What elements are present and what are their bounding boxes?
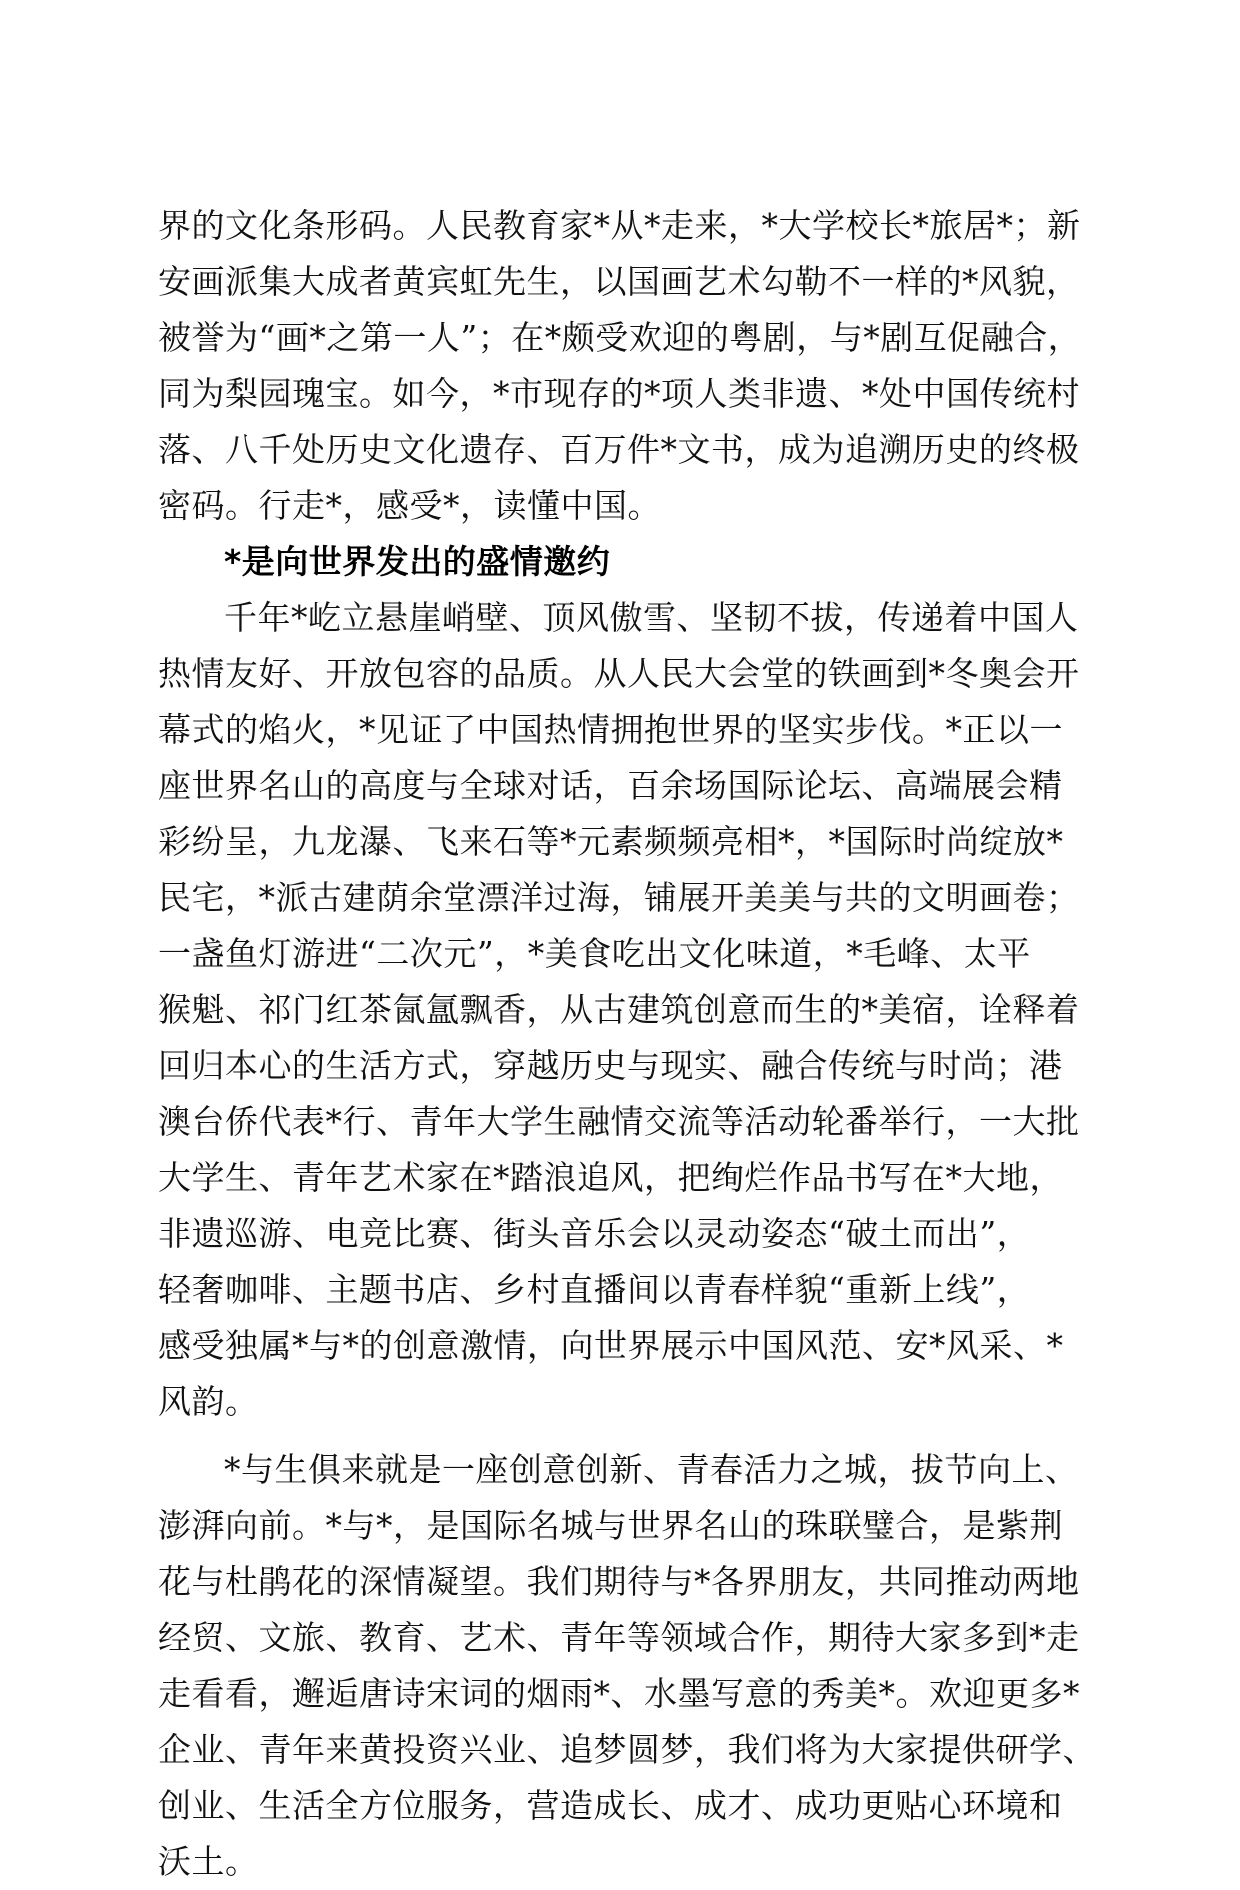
text-line: 幕式的焰火，*见证了中国热情拥抱世界的坚实步伐。*正以一 (158, 710, 1063, 749)
paragraph-2 (158, 590, 1098, 1430)
text-line: 澎湃向前。*与*，是国际名城与世界名山的珠联璧合，是紫荆 (158, 1506, 1063, 1545)
text-line: 澳台侨代表*行、青年大学生融情交流等活动轮番举行，一大批 (158, 1102, 1080, 1141)
text-line: 花与杜鹃花的深情凝望。我们期待与*各界朋友，共同推动两地 (158, 1562, 1080, 1601)
text-line: 非遗巡游、电竞比赛、街头音乐会以灵动姿态“破土而出”， (158, 1214, 1031, 1253)
document-body (158, 198, 1098, 1890)
text-line: 沃土。 (158, 1842, 259, 1881)
paragraph-1 (158, 198, 1098, 534)
text-line: 企业、青年来黄投资兴业、追梦圆梦，我们将为大家提供研学、 (158, 1730, 1096, 1769)
text-line: 被誉为“画*之第一人”；在*颇受欢迎的粤剧，与*剧互促融合， (158, 318, 1082, 357)
text-line: 创业、生活全方位服务，营造成长、成才、成功更贴心环境和 (158, 1786, 1063, 1825)
text-line: 一盏鱼灯游进“二次元”，*美食吃出文化味道，*毛峰、太平 (158, 934, 1031, 973)
text-line: *与生俱来就是一座创意创新、青春活力之城，拔节向上、 (224, 1450, 1079, 1489)
text-line: 经贸、文旅、教育、艺术、青年等领域合作，期待大家多到*走 (158, 1618, 1080, 1657)
text-line: 风韵。 (158, 1382, 259, 1421)
text-line: 回归本心的生活方式，穿越历史与现实、融合传统与时尚；港 (158, 1046, 1063, 1085)
text-line: 猴魁、祁门红茶氤氲飘香，从古建筑创意而生的*美宿，诠释着 (158, 990, 1080, 1029)
text-line: 热情友好、开放包容的品质。从人民大会堂的铁画到*冬奥会开 (158, 654, 1080, 693)
text-line: 同为梨园瑰宝。如今，*市现存的*项人类非遗、*处中国传统村 (158, 374, 1080, 413)
text-line: 感受独属*与*的创意激情，向世界展示中国风范、安*风采、* (158, 1326, 1064, 1365)
text-line: 彩纷呈，九龙瀑、飞来石等*元素频频亮相*，*国际时尚绽放* (158, 822, 1064, 861)
text-line: 密码。行走*，感受*，读懂中国。 (158, 486, 661, 525)
paragraph-3 (158, 1442, 1098, 1890)
text-line: 界的文化条形码。人民教育家*从*走来，*大学校长*旅居*；新 (158, 206, 1081, 245)
text-line: 走看看，邂逅唐诗宋词的烟雨*、水墨写意的秀美*。欢迎更多* (158, 1674, 1080, 1713)
section-heading: *是向世界发出的盛情邀约 (224, 542, 611, 581)
text-line: 安画派集大成者黄宾虹先生，以国画艺术勾勒不一样的*风貌， (158, 262, 1080, 301)
text-line: 轻奢咖啡、主题书店、乡村直播间以青春样貌“重新上线”， (158, 1270, 1031, 1309)
text-line: 千年*屹立悬崖峭壁、顶风傲雪、坚韧不拔，传递着中国人 (224, 598, 1079, 637)
text-line: 落、八千处历史文化遗存、百万件*文书，成为追溯历史的终极 (158, 430, 1080, 469)
text-line: 座世界名山的高度与全球对话，百余场国际论坛、高端展会精 (158, 766, 1063, 805)
text-line: 大学生、青年艺术家在*踏浪追风，把绚烂作品书写在*大地， (158, 1158, 1063, 1197)
text-line: 民宅，*派古建荫余堂漂洋过海，铺展开美美与共的文明画卷； (158, 878, 1080, 917)
